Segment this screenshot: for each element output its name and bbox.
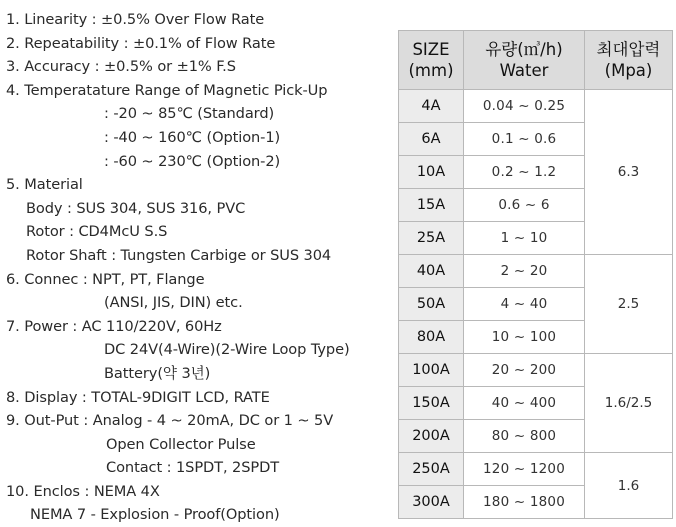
pressure-cell: 6.3 [585,90,673,255]
size-cell: 6A [399,123,464,156]
spec-temperature-standard: : -20 ~ 85℃ (Standard) [104,105,275,123]
size-cell: 100A [399,354,464,387]
flow-cell: 0.6 ~ 6 [464,189,585,222]
flow-cell: 0.2 ~ 1.2 [464,156,585,189]
size-cell: 50A [399,288,464,321]
pressure-cell: 1.6 [585,453,673,519]
table-row [399,255,673,288]
spec-power-dc: DC 24V(4-Wire)(2-Wire Loop Type) [104,341,350,359]
spec-repeatability: 2. Repeatability : ±0.1% of Flow Rate [6,34,276,52]
flow-cell: 4 ~ 40 [464,288,585,321]
flow-cell: 180 ~ 1800 [464,486,585,519]
spec-material: 5. Material [6,176,83,194]
header-pressure-label: 최대압력 [596,40,661,59]
header-size [399,31,464,90]
spec-connection: 6. Connec : NPT, PT, Flange [6,270,205,288]
size-cell: 200A [399,420,464,453]
header-size-label: SIZE [412,40,450,59]
table-row [399,354,673,387]
header-flow-medium: Water [499,61,549,80]
spec-power: 7. Power : AC 110/220V, 60Hz [6,317,222,335]
spec-enclosure: 10. Enclos : NEMA 4X [6,482,160,500]
spec-power-battery: Battery(약 3년) [104,364,211,382]
spec-accuracy: 3. Accuracy : ±0.5% or ±1% F.S [6,58,236,76]
size-cell: 40A [399,255,464,288]
header-flow [464,31,585,90]
flow-cell: 10 ~ 100 [464,321,585,354]
spec-output-pulse: Open Collector Pulse [106,435,256,453]
flow-cell: 1 ~ 10 [464,222,585,255]
spec-output-contact: Contact : 1SPDT, 2SPDT [106,459,280,477]
flow-cell: 120 ~ 1200 [464,453,585,486]
header-size-unit: (mm) [408,61,454,80]
pressure-cell: 2.5 [585,255,673,354]
pressure-cell: 1.6/2.5 [585,354,673,453]
size-cell: 250A [399,453,464,486]
size-cell: 15A [399,189,464,222]
header-flow-label: 유량(㎥/h) [485,40,563,59]
flow-cell: 0.04 ~ 0.25 [464,90,585,123]
spec-linearity: 1. Linearity : ±0.5% Over Flow Rate [6,11,265,28]
flow-cell: 2 ~ 20 [464,255,585,288]
size-cell: 4A [399,90,464,123]
flow-spec-table [398,30,673,519]
header-pressure [585,31,673,90]
flow-cell: 40 ~ 400 [464,387,585,420]
spec-material-body: Body : SUS 304, SUS 316, PVC [26,199,246,217]
spec-enclosure-nema7: NEMA 7 - Explosion - Proof(Option) [30,506,280,524]
table-row [399,90,673,123]
size-cell: 25A [399,222,464,255]
size-cell: 150A [399,387,464,420]
table-header-row [399,31,673,90]
spec-temperature: 4. Temperatature Range of Magnetic Pick-Up [6,81,328,99]
header-pressure-unit: (Mpa) [604,61,653,80]
spec-list [6,8,398,527]
flow-cell: 0.1 ~ 0.6 [464,123,585,156]
size-cell: 80A [399,321,464,354]
table-row [399,453,673,486]
flow-cell: 20 ~ 200 [464,354,585,387]
spec-material-rotor-shaft: Rotor Shaft : Tungsten Carbige or SUS 304 [26,246,332,264]
flow-cell: 80 ~ 800 [464,420,585,453]
size-cell: 300A [399,486,464,519]
spec-output: 9. Out-Put : Analog - 4 ~ 20mA, DC or 1 ~ 5V [6,412,334,430]
spec-display: 8. Display : TOTAL-9DIGIT LCD, RATE [6,388,270,406]
spec-temperature-option-1: : -40 ~ 160℃ (Option-1) [104,128,281,146]
spec-connection-standards: (ANSI, JIS, DIN) etc. [104,294,243,312]
size-cell: 10A [399,156,464,189]
spec-temperature-option-2: : -60 ~ 230℃ (Option-2) [104,152,281,170]
spec-material-rotor: Rotor : CD4McU S.S [26,223,168,241]
